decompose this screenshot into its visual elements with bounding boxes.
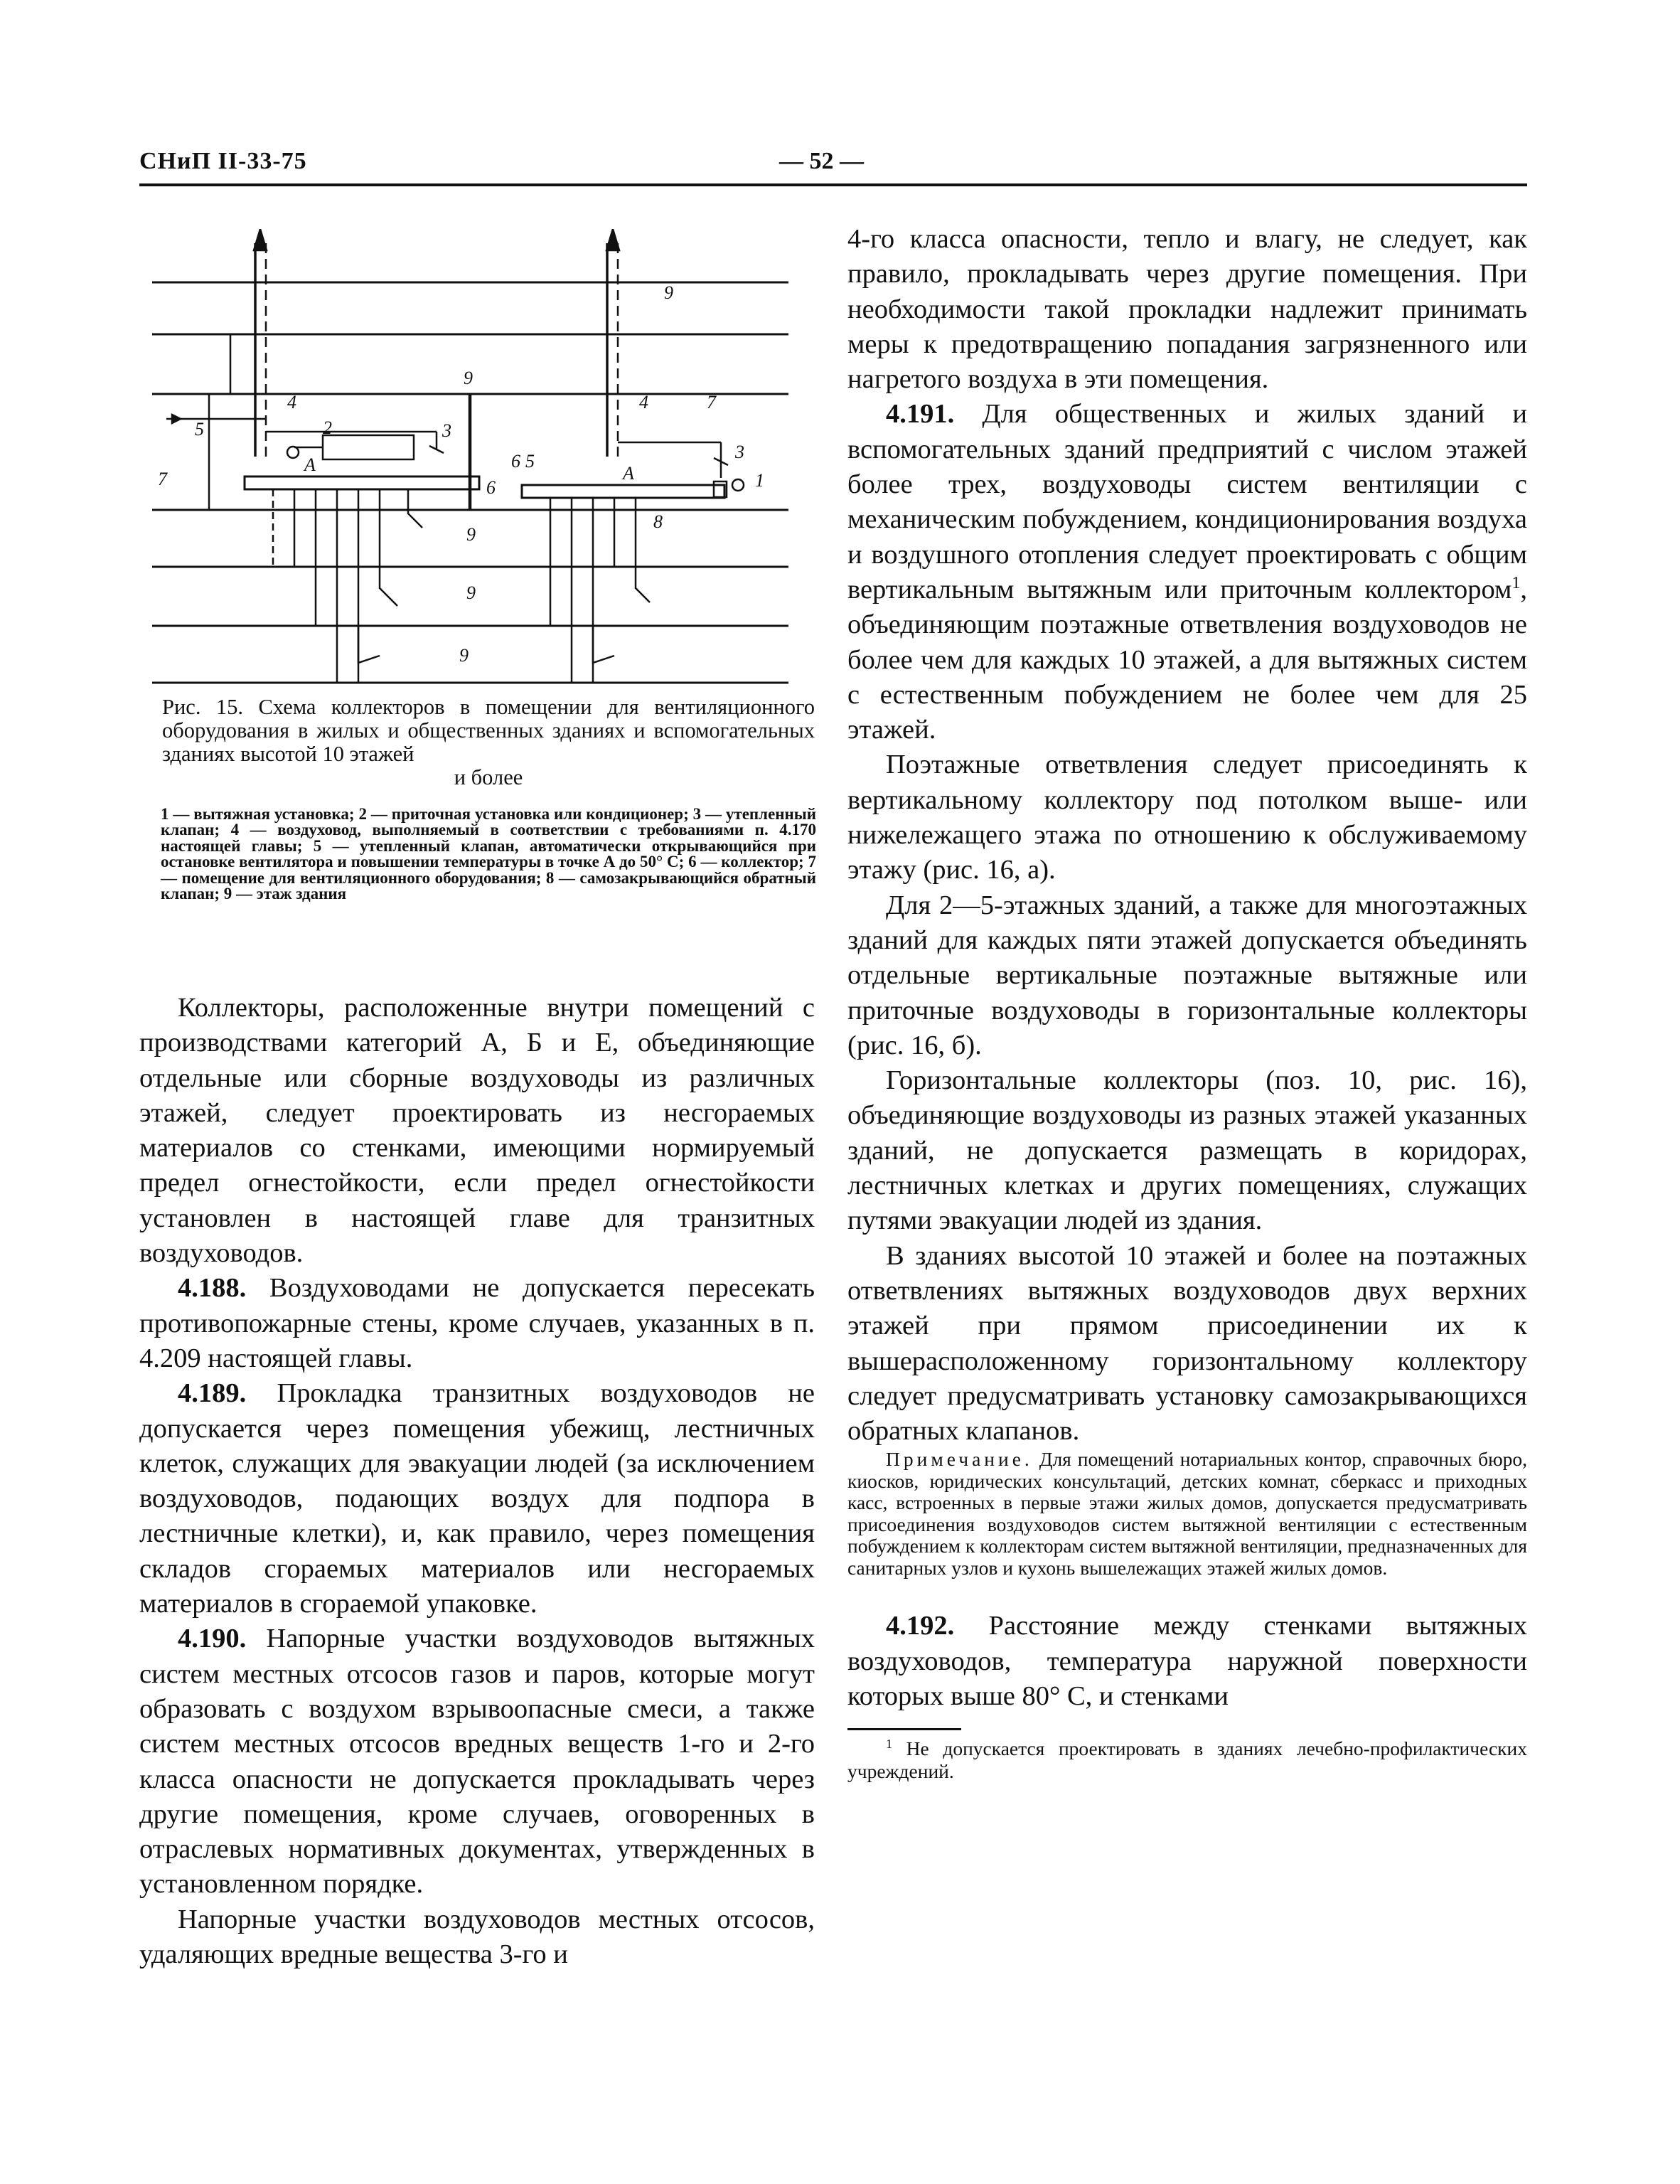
paragraph-low-rise: Для 2—5-этажных зданий, а также для многоэтажных зданий для каждых пяти этажей допускается объединять отдельные вертикальные поэтажные вытяжные или приточные воздуховоды в горизонтальные коллекторы (рис. 16, б). (847, 890, 1527, 1060)
paragraph-collectors: Коллекторы, расположенные внутри помещений с производствами категорий А, Б и Е, объединяющие отдельные или сборные воздуховоды из различных этажей, следует проектировать из несгораемых материалов со стенками, имеющими нормируемый предел огнестойкости, если предел огнестойкости установлен в настоящей главе для транзитных воздуховодов. (139, 993, 815, 1269)
clause-text: Расстояние между стенками вытяжных воздуховодов, температура наружной поверхности которых выше 80° С, и стенками (847, 1611, 1527, 1711)
figure-caption (162, 696, 815, 789)
clause-number: 4.189. (178, 1378, 247, 1409)
footnote (847, 1737, 1527, 1783)
spacer (847, 1579, 1527, 1609)
page-header (139, 148, 1527, 183)
footnote-rule (847, 1728, 961, 1730)
footnote-mark: 1 (886, 1737, 892, 1752)
clause-4-190 (139, 1621, 815, 1902)
note-label: Примечание. (886, 1448, 1033, 1471)
clause-text: Воздуховодами не допускается пересекать противопожарные стены, кроме случаев, указанных в п. 4.209 настоящей главы. (139, 1273, 815, 1373)
paragraph-horizontal-collectors: Горизонтальные коллекторы (поз. 10, рис. 16), объединяющие воздуховоды из разных этажей указанных зданий, не допускается размещать в коридорах, лестничных клетках и других помещениях, служащих путями эвакуации людей из здания. (847, 1065, 1527, 1236)
svg-text:4: 4 (287, 392, 296, 412)
vertical-duct-right (606, 229, 619, 457)
svg-text:5: 5 (195, 419, 204, 440)
footnote-ref: 1 (1512, 574, 1521, 593)
clause-number: 4.190. (178, 1624, 247, 1654)
collector-diagram (152, 229, 813, 697)
svg-text:6: 6 (511, 451, 520, 472)
svg-text:3: 3 (442, 420, 451, 441)
note-text: Для помещений нотариальных контор, справочных бюро, киосков, юридических консультаций, детских комнат, сберкасс и приходных касс, встроенных в первые этажи жилых домов, допускается предусматривать присоединения воздуховодов систем вытяжной вентиляции с естественным побуждением к коллекторам систем вытяжной вентиляции, предназначенных для санитарных узлов и кухонь вышележащих этажей жилых домов. (847, 1448, 1528, 1579)
right-column (847, 222, 1527, 1783)
clause-4-191 (847, 397, 1527, 747)
vertical-duct-left (254, 229, 267, 457)
clause-4-189 (139, 1376, 815, 1621)
clause-number: 4.188. (178, 1273, 247, 1304)
header-rule (139, 183, 1527, 186)
svg-text:9: 9 (464, 368, 473, 388)
clause-text: Для общественных и жилых зданий и вспомогательных зданий предприятий с числом этажей более трех, воздуховоды систем вентиляции с механическим побуждением, кондиционирования воздуха и воздушного отопления следует проектировать с общим вертикальным вытяжным или приточным коллектором (847, 399, 1528, 604)
clause-text: Напорные участки воздуховодов вытяжных систем местных отсосов газов и паров, которые могут образовать с воздухом взрывоопасные смеси, а также систем местных отсосов вредных веществ 1-го и 2-го класса опасности не допускается прокладывать через другие помещения, кроме случаев, оговоренных в отраслевых нормативных документах, утвержденных в установленном порядке. (139, 1624, 815, 1900)
paragraph-continued: 4-го класса опасности, тепло и влагу, не следует, как правило, прокладывать через другие помещения. При необходимости такой прокладки надлежит принимать меры к предотвращению попадания загрязненного или нагретого воздуха в эти помещения. (847, 224, 1527, 395)
svg-text:7: 7 (158, 469, 167, 489)
caption-text: Рис. 15. Схема коллекторов в помещении для вентиляционного оборудования в жилых и общественных зданиях и вспомогательных зданиях высотой 10 этажей (162, 695, 815, 766)
svg-text:9: 9 (466, 524, 476, 545)
clause-4-188 (139, 1271, 815, 1376)
svg-text:8: 8 (653, 511, 663, 532)
svg-text:9: 9 (459, 645, 469, 666)
svg-text:2: 2 (323, 417, 332, 438)
svg-text:5: 5 (525, 451, 535, 472)
paragraph-high-rise: В зданиях высотой 10 этажей и более на поэтажных ответвлениях вытяжных воздуховодов двух верхних этажей при прямом присоединении их к вышерасположенному горизонтальному коллектору следует предусматривать установку самозакрывающихся обратных клапанов. (847, 1240, 1527, 1447)
svg-text:6: 6 (486, 477, 496, 498)
clause-number: 4.191. (886, 399, 955, 430)
paragraph-pressure-sections: Напорные участки воздуховодов местных отсосов, удаляющих вредные вещества 3-го и (139, 1904, 815, 1970)
svg-text:А: А (623, 463, 634, 484)
paragraph-floor-branches: Поэтажные ответвления следует присоединять к вертикальному коллектору под потолком выше- или нижележащего этажа по отношению к обслуживаемому этажу (рис. 16, а). (847, 750, 1527, 885)
footnote-text: Не допускается проектировать в зданиях лечебно-профилактических учреждений. (847, 1737, 1527, 1783)
clause-4-192 (847, 1609, 1527, 1714)
note (847, 1449, 1527, 1579)
clause-number: 4.192. (886, 1611, 955, 1641)
svg-text:9: 9 (466, 582, 476, 603)
svg-text:1: 1 (755, 470, 764, 491)
left-column (139, 991, 815, 1972)
clause-text-cont: , объединяющим поэтажные ответвления воздуховодов не более чем для каждых 10 этажей, а для вытяжных систем с естественным побуждением не более чем для 25 этажей. (847, 574, 1527, 745)
room-walls (209, 334, 471, 510)
figure-labels (158, 282, 764, 666)
svg-text:7: 7 (707, 392, 716, 412)
svg-text:3: 3 (735, 442, 744, 462)
figure-legend: 1 — вытяжная установка; 2 — приточная установка или кондиционер; 3 — утепленный клапан; 4 — воздуховод, выполняемый в соответствии с требованиями п. 4.170 настоящей главы; 5 — утепленный клапан, автоматически открывающийся при остановке вентилятора и повышении температуры в точке А до 50° С; 6 — коллектор; 7 — помещение для вентиляционного оборудования; 8 — самозакрывающийся обратный клапан; 9 — этаж здания (161, 805, 816, 903)
svg-text:9: 9 (664, 282, 673, 303)
svg-text:А: А (304, 454, 316, 475)
caption-tail: и более (454, 765, 523, 789)
page-number: — 52 — (779, 148, 864, 174)
document-code: СНиП II-33-75 (139, 148, 307, 174)
clause-text: Прокладка транзитных воздуховодов не допускается через помещения убежищ, лестничных клеток, служащих для эвакуации людей (за исключением воздуховодов, подающих воздух для подпора в лестничные клетки), и, как правило, через помещения складов сгораемых материалов или несгораемых материалов в сгораемой упаковке. (139, 1378, 815, 1619)
svg-text:4: 4 (639, 392, 648, 412)
